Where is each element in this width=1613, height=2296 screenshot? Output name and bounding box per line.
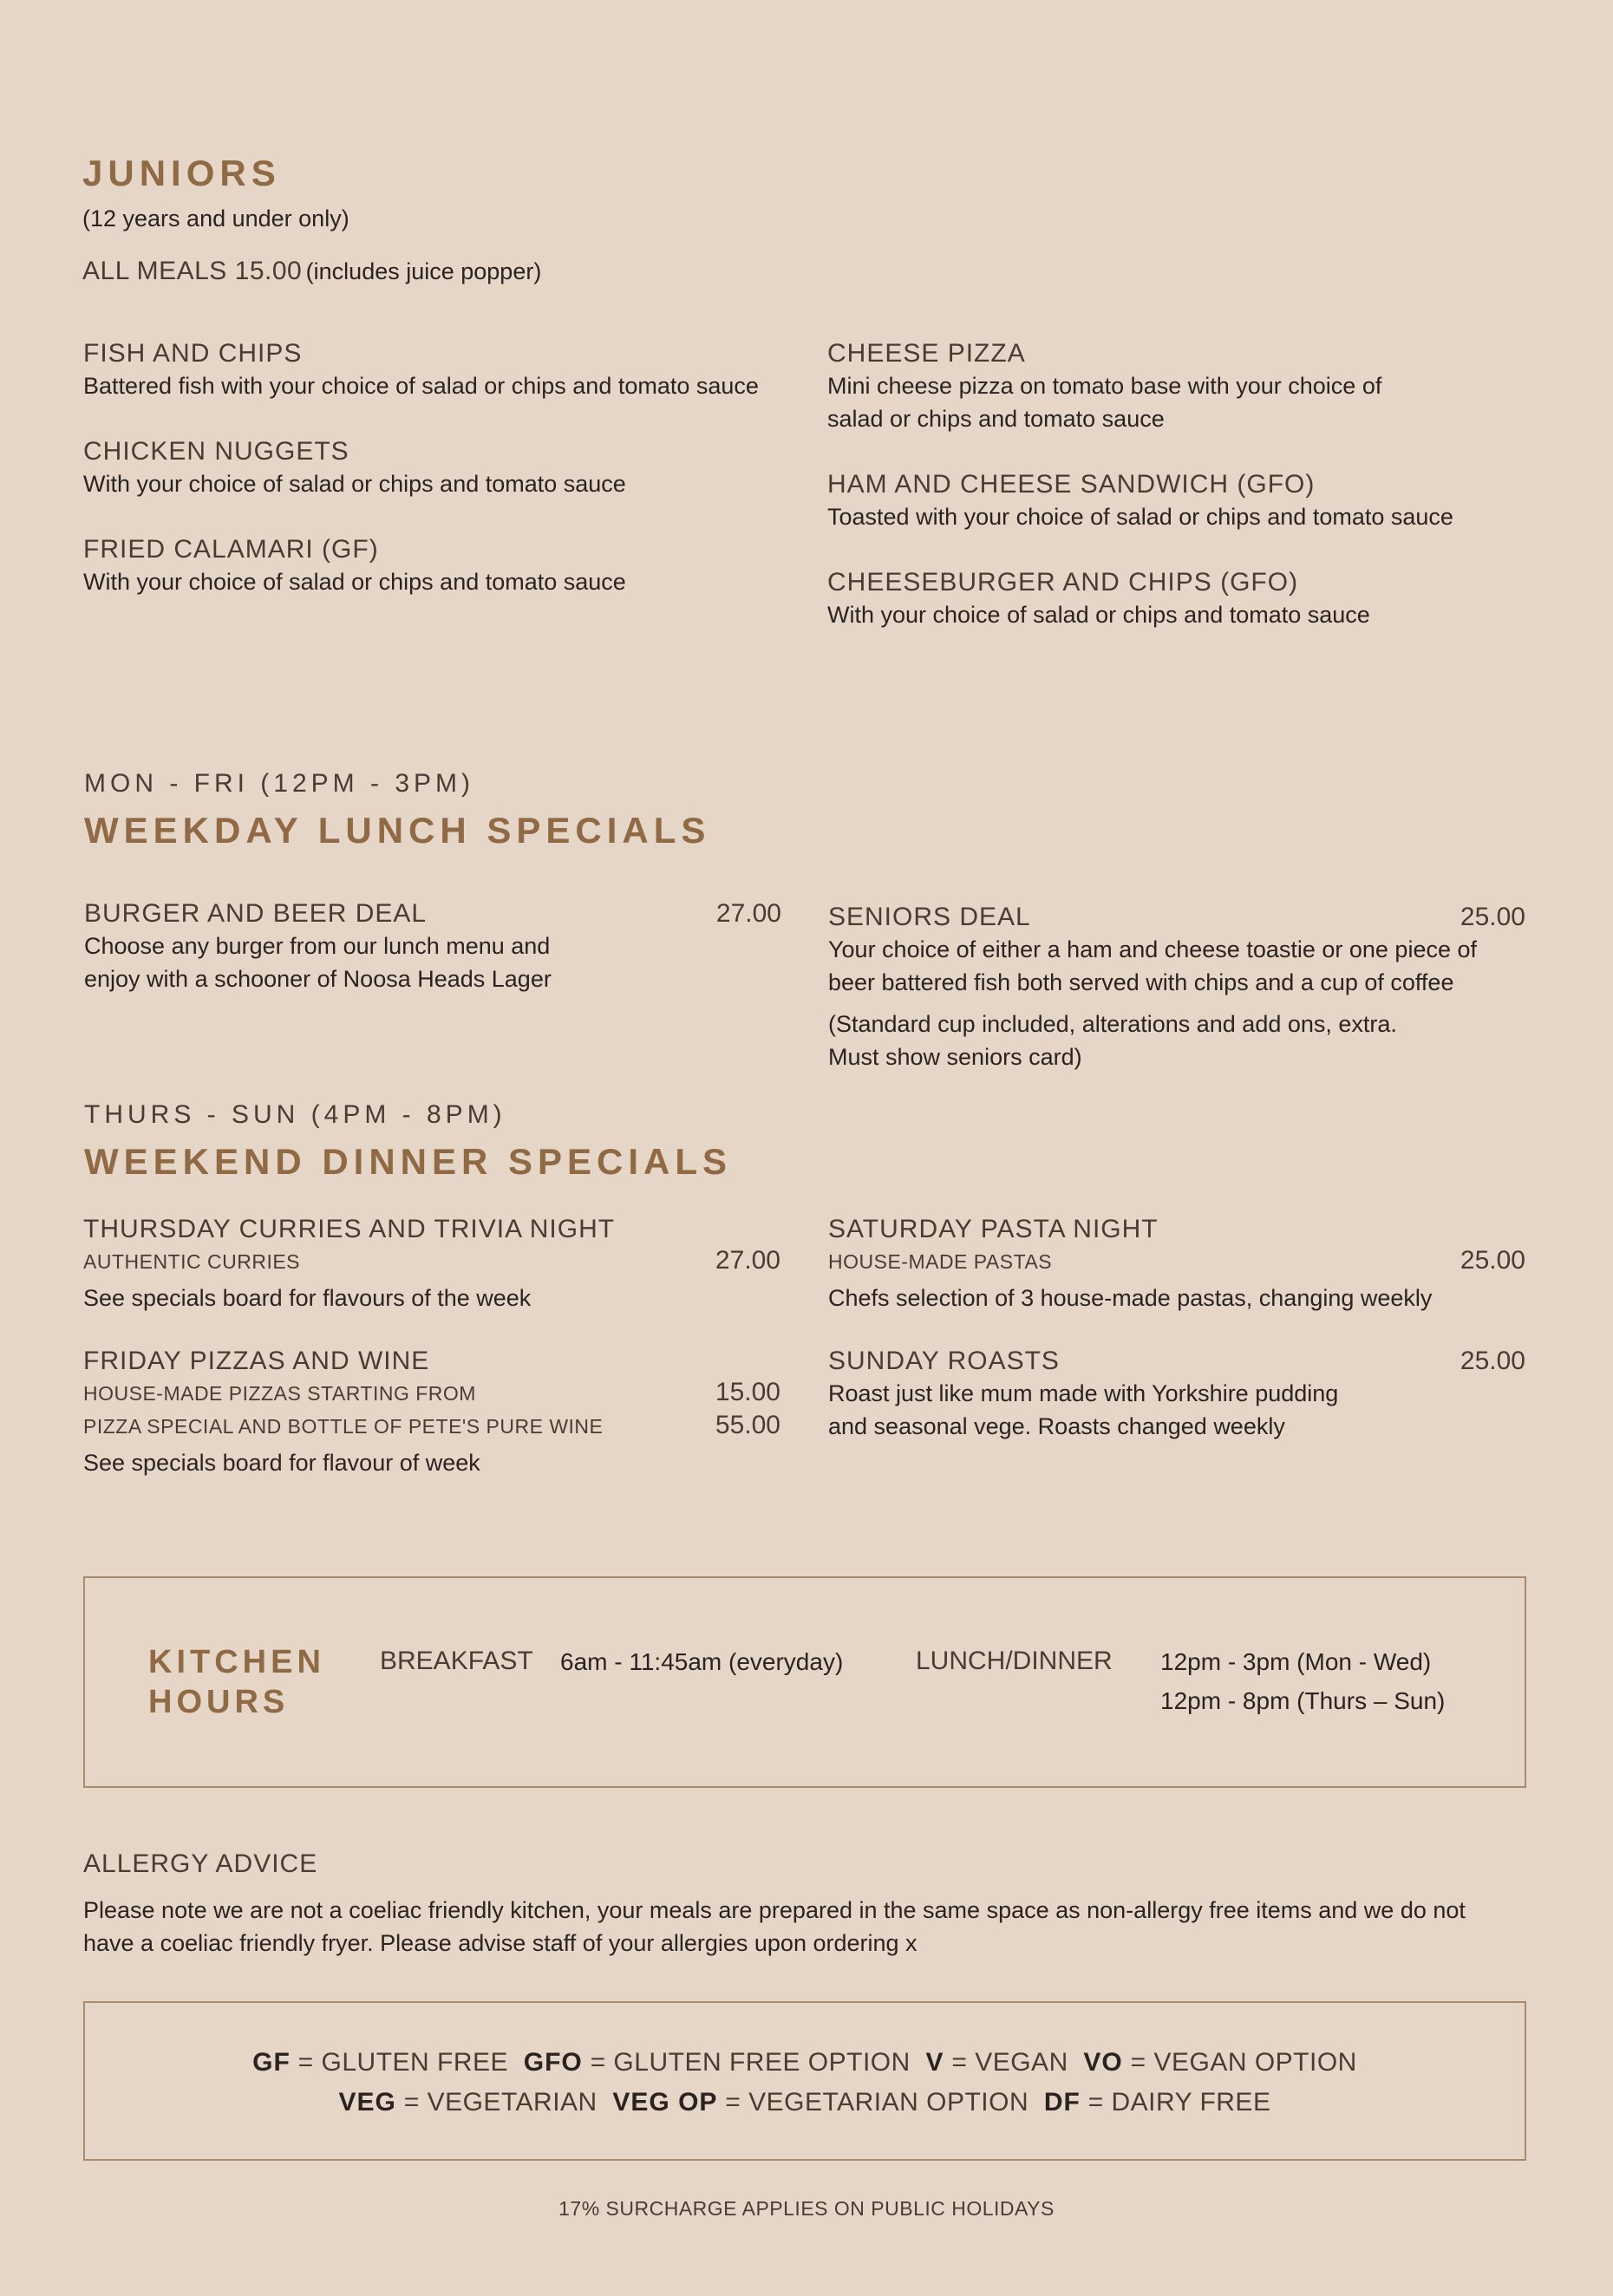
juniors-item [827, 567, 1538, 631]
dietary-legend-box [83, 2001, 1526, 2161]
item-price: 27.00 [715, 1246, 780, 1275]
lunch-dinner-time: 12pm - 8pm (Thurs – Sun) [1160, 1687, 1446, 1714]
item-description: Toasted with your choice of salad or chips and tomato sauce [827, 504, 1453, 530]
legend-meaning: = GLUTEN FREE OPTION [590, 2048, 911, 2077]
kitchen-hours-title-line: HOURS [148, 1684, 290, 1720]
legend-code: VEG OP [612, 2088, 718, 2117]
item-title: CHICKEN NUGGETS [83, 437, 349, 466]
item-title: THURSDAY CURRIES AND TRIVIA NIGHT [83, 1215, 616, 1243]
item-title: CHEESEBURGER AND CHIPS (GFO) [827, 568, 1299, 597]
dinner-eyebrow: THURS - SUN (4PM - 8PM) [84, 1100, 506, 1129]
legend-code: GF [252, 2048, 291, 2077]
juniors-item [83, 338, 794, 402]
includes-note: (includes juice popper) [305, 258, 542, 284]
dinner-item-friday [83, 1346, 780, 1479]
item-price: 25.00 [1460, 1347, 1525, 1375]
item-title: FRIED CALAMARI (GF) [83, 535, 379, 564]
item-title: SUNDAY ROASTS [828, 1347, 1060, 1375]
kitchen-hours-title-line: KITCHEN [148, 1644, 325, 1680]
kitchen-hours-title [148, 1642, 325, 1722]
legend-code: GFO [523, 2048, 583, 2077]
legend-code: DF [1043, 2088, 1081, 2117]
lunch-dinner-times [1160, 1642, 1445, 1720]
item-description: Battered fish with your choice of salad or chips and tomato sauce [83, 373, 759, 399]
juniors-item [83, 436, 794, 500]
item-description: Choose any burger from our lunch menu and enjoy with a schooner of Noosa Heads Lager [84, 933, 552, 992]
item-subtitle: HOUSE-MADE PIZZAS STARTING FROM [83, 1382, 476, 1405]
juniors-heading: JUNIORS [82, 153, 281, 193]
item-title: BURGER AND BEER DEAL [84, 899, 428, 928]
allergy-title: ALLERGY ADVICE [83, 1849, 318, 1878]
item-description: With your choice of salad or chips and tomato sauce [83, 569, 626, 595]
item-note: (Standard cup included, alterations and add ons, extra. Must show seniors card) [828, 1011, 1397, 1070]
legend-line [85, 2083, 1525, 2123]
dinner-heading: WEEKEND DINNER SPECIALS [84, 1141, 733, 1182]
juniors-item [827, 469, 1538, 533]
juniors-item [827, 338, 1434, 435]
item-price: 55.00 [715, 1411, 780, 1439]
dinner-item-sunday [828, 1346, 1525, 1443]
item-price: 15.00 [715, 1378, 780, 1406]
juniors-item [83, 534, 794, 598]
lunch-item-seniors [828, 902, 1525, 1073]
all-meals-price: ALL MEALS 15.00 [82, 257, 303, 285]
kitchen-hours-box [83, 1576, 1526, 1788]
item-description: Chefs selection of 3 house-made pastas, changing weekly [828, 1285, 1433, 1311]
legend-meaning: = VEGAN OPTION [1130, 2048, 1357, 2077]
item-title: FISH AND CHIPS [83, 339, 303, 368]
item-title: SENIORS DEAL [828, 903, 1031, 931]
item-title: FRIDAY PIZZAS AND WINE [83, 1347, 430, 1375]
item-description: See specials board for flavour of week [83, 1450, 480, 1476]
breakfast-time: 6am - 11:45am (everyday) [560, 1648, 844, 1675]
legend-meaning: = VEGAN [951, 2048, 1068, 2077]
item-description: Mini cheese pizza on tomato base with your choice of salad or chips and tomato sauce [827, 373, 1382, 432]
item-title: CHEESE PIZZA [827, 339, 1026, 368]
juniors-age-note: (12 years and under only) [82, 205, 349, 232]
dinner-item-saturday [828, 1214, 1525, 1314]
item-subtitle: AUTHENTIC CURRIES [83, 1250, 301, 1273]
legend-meaning: = GLUTEN FREE [297, 2048, 509, 2077]
lunch-heading: WEEKDAY LUNCH SPECIALS [84, 810, 711, 851]
legend-line [85, 2043, 1525, 2083]
item-price: 27.00 [715, 899, 781, 928]
lunch-dinner-time: 12pm - 3pm (Mon - Wed) [1160, 1648, 1432, 1675]
lunch-item-burger [84, 898, 781, 995]
legend-code: VEG [338, 2088, 396, 2117]
surcharge-note: 17% SURCHARGE APPLIES ON PUBLIC HOLIDAYS [558, 2197, 1055, 2220]
item-title: HAM AND CHEESE SANDWICH (GFO) [827, 470, 1316, 499]
item-price: 25.00 [1460, 903, 1525, 931]
item-subtitle: PIZZA SPECIAL AND BOTTLE OF PETE'S PURE WINE [83, 1415, 604, 1438]
dinner-item-thursday [83, 1214, 780, 1314]
legend-code: V [925, 2048, 944, 2077]
item-subtitle: HOUSE-MADE PASTAS [828, 1250, 1053, 1273]
item-description: Roast just like mum made with Yorkshire pudding and seasonal vege. Roasts changed weekly [828, 1380, 1339, 1439]
legend-code: VO [1083, 2048, 1123, 2077]
allergy-text: Please note we are not a coeliac friendly kitchen, your meals are prepared in the same space as non-allergy free items and we do not have a coeliac friendly fryer. Please advise staff of your allergies upon ordering x [83, 1897, 1466, 1956]
item-description: Your choice of either a ham and cheese toastie or one piece of beer battered fish both served with chips and a cup of coffee [828, 936, 1477, 995]
breakfast-label: BREAKFAST [380, 1647, 533, 1675]
item-title: SATURDAY PASTA NIGHT [828, 1215, 1159, 1243]
lunch-dinner-label: LUNCH/DINNER [916, 1647, 1113, 1675]
juniors-price-line [82, 255, 541, 288]
legend-meaning: = DAIRY FREE [1087, 2088, 1271, 2117]
item-description: With your choice of salad or chips and tomato sauce [827, 602, 1370, 628]
item-price: 25.00 [1460, 1246, 1525, 1275]
legend-meaning: = VEGETARIAN OPTION [725, 2088, 1029, 2117]
item-description: See specials board for flavours of the week [83, 1285, 532, 1311]
lunch-eyebrow: MON - FRI (12PM - 3PM) [84, 769, 475, 798]
item-description: With your choice of salad or chips and tomato sauce [83, 471, 626, 497]
legend-meaning: = VEGETARIAN [403, 2088, 598, 2117]
